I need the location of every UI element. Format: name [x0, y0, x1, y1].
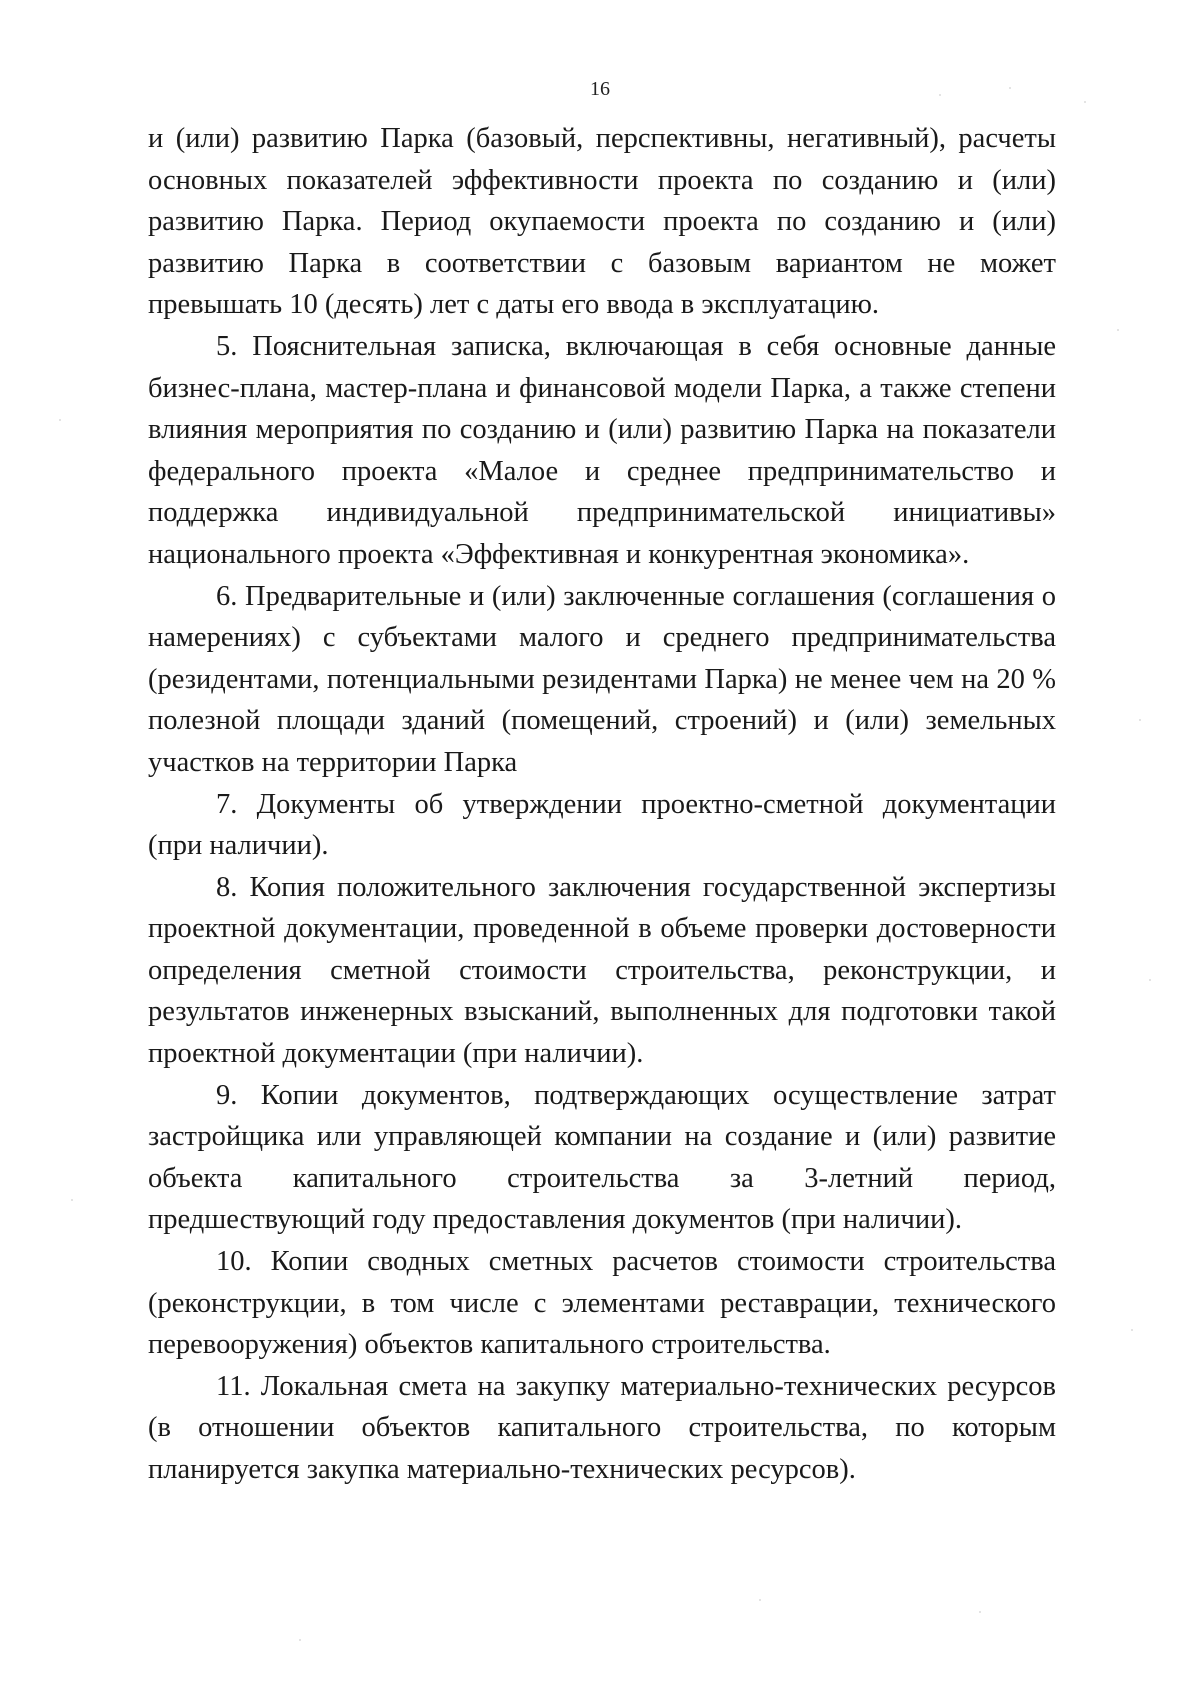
paragraph-continuation: и (или) развитию Парка (базовый, перспективны, негативный), расчеты основных показателей эффективности проекта по созданию и (или) развитию Парка. Период окупаемости проекта по созданию и (или) развитию Парка в соответствии с базовым вариантом не может превышать 10 (десять) лет с даты его ввода в эксплуатацию.	[148, 123, 1056, 321]
document-body	[148, 118, 1056, 1491]
paragraph-item-7: 7. Документы об утверждении проектно-сметной документации (при наличии).	[148, 788, 1056, 862]
paragraph-item-5: 5. Пояснительная записка, включающая в себя основные данные бизнес-плана, мастер-плана и финансовой модели Парка, а также степени влияния мероприятия по созданию и (или) развитию Парка на показатели федерального проекта «Малое и среднее предпринимательство и поддержка индивидуальной предпринимательской инициативы» национального проекта «Эффективная и конкурентная экономика».	[148, 330, 1056, 570]
paragraph-item-9: 9. Копии документов, подтверждающих осуществление затрат застройщика или управляющей компании на создание и (или) развитие объекта капитального строительства за 3-летний период, предшествующий году предоставления документов (при наличии).	[148, 1079, 1056, 1236]
page-number: 16	[590, 78, 610, 100]
paragraph-item-6: 6. Предварительные и (или) заключенные соглашения (соглашения о намерениях) с субъектами малого и среднего предпринимательства (резидентами, потенциальными резидентами Парка) не менее чем на 20 % полезной площади зданий (помещений, строений) и (или) земельных участков на территории Парка	[148, 580, 1056, 778]
paragraph-item-11: 11. Локальная смета на закупку материально-технических ресурсов (в отношении объектов капитального строительства, по которым планируется закупка материально-технических ресурсов).	[148, 1370, 1056, 1485]
paragraph-item-10: 10. Копии сводных сметных расчетов стоимости строительства (реконструкции, в том числе с элементами реставрации, технического перевооружения) объектов капитального строительства.	[148, 1246, 1056, 1361]
paragraph-item-8: 8. Копия положительного заключения государственной экспертизы проектной документации, проведенной в объеме проверки достоверности определения сметной стоимости строительства, реконструкции, и результатов инженерных взысканий, выполненных для подготовки такой проектной документации (при наличии).	[148, 871, 1056, 1070]
